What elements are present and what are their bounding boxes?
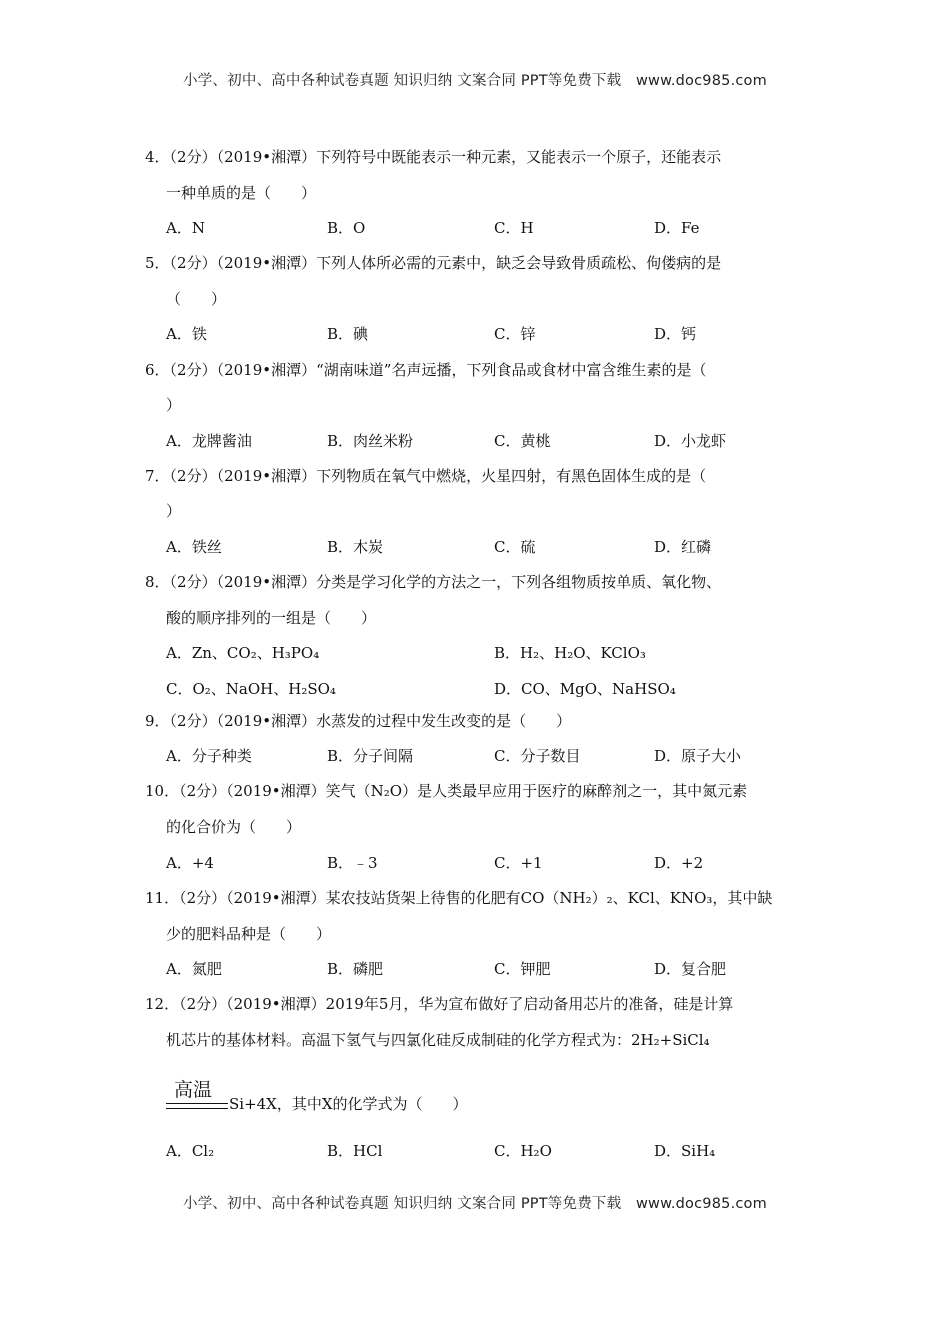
option-c: C．分子数目 [494,747,581,765]
question-4-stem: 4．（2分）（2019•湘潭）下列符号中既能表示一种元素，又能表示一个原子，还能表示 [145,148,722,166]
option-d: D．SiH₄ [654,1142,716,1160]
option-c: C．锌 [494,325,536,343]
question-11-stem-cont: 少的肥料品种是（ ） [166,925,332,943]
option-d: D．原子大小 [654,747,742,765]
option-c: C．H₂O [494,1142,552,1160]
option-b: B．磷肥 [327,960,384,978]
question-5-stem: 5．（2分）（2019•湘潭）下列人体所必需的元素中，缺乏会导致骨质疏松、佝偻病的是 [145,254,722,272]
question-4-stem-cont: 一种单质的是（ ） [166,184,317,202]
question-6-stem-cont: ） [166,396,182,414]
option-a: A．龙牌酱油 [166,432,252,450]
option-b: B．﹣3 [327,854,378,872]
question-8-stem: 8．（2分）（2019•湘潭）分类是学习化学的方法之一，下列各组物质按单质、氧化物、 [145,573,722,591]
question-7-options [166,537,846,557]
option-c: C．O₂、NaOH、H₂SO₄ [166,680,336,698]
option-b: B．碘 [327,325,369,343]
question-5-stem-cont: （ ） [166,290,227,308]
question-7-stem: 7．（2分）（2019•湘潭）下列物质在氧气中燃烧，火星四射，有黑色固体生成的是（ [145,467,707,485]
question-8-stem-cont: 酸的顺序排列的一组是（ ） [166,609,377,627]
option-c: C．黄桃 [494,432,551,450]
header-banner: 小学、初中、高中各种试卷真题 知识归纳 文案合同 PPT等免费下载 www.doc985.com [183,73,767,89]
option-a: A．分子种类 [166,747,252,765]
question-8-options-row2 [166,679,846,699]
option-d: D．钙 [654,325,697,343]
option-c: C．H [494,219,534,237]
option-d: D．CO、MgO、NaHSO₄ [494,680,676,698]
option-a: A．铁丝 [166,538,222,556]
question-4-options [166,218,846,238]
option-b: B．HCl [327,1142,383,1160]
question-11-options [166,959,846,979]
equals-sign [166,1103,228,1109]
option-d: D．复合肥 [654,960,727,978]
question-8-options-row1 [166,643,846,663]
question-9-options [166,746,846,766]
question-10-stem-cont: 的化合价为（ ） [166,818,302,836]
option-c: C．+1 [494,854,543,872]
question-6-stem: 6．（2分）（2019•湘潭）“湖南味道”名声远播，下列食品或食材中富含维生素的是（ [145,361,707,379]
option-a: A．N [166,219,205,237]
question-9-stem: 9．（2分）（2019•湘潭）水蒸发的过程中发生改变的是（ ） [145,712,572,730]
option-a: A．+4 [166,854,214,872]
reaction-condition [166,1079,230,1109]
option-c: C．钾肥 [494,960,551,978]
question-12-stem-end: Si+4X，其中X的化学式为（ ） [229,1095,468,1113]
question-12-stem: 12．（2分）（2019•湘潭）2019年5月，华为宣布做好了启动备用芯片的准备，硅是计算 [145,995,734,1013]
question-12-options [166,1141,846,1161]
option-d: D．+2 [654,854,704,872]
option-c: C．硫 [494,538,536,556]
option-d: D．Fe [654,219,700,237]
option-a: A．Zn、CO₂、H₃PO₄ [166,644,320,662]
option-b: B．木炭 [327,538,384,556]
question-7-stem-cont: ） [166,502,182,520]
option-b: B．肉丝米粉 [327,432,414,450]
option-a: A．氮肥 [166,960,222,978]
option-a: A．铁 [166,325,207,343]
question-10-options [166,853,846,873]
footer-banner: 小学、初中、高中各种试卷真题 知识归纳 文案合同 PPT等免费下载 www.doc985.com [183,1196,767,1212]
reaction-condition-label: 高温 [174,1079,213,1101]
option-d: D．小龙虾 [654,432,727,450]
question-10-stem: 10．（2分）（2019•湘潭）笑气（N₂O）是人类最早应用于医疗的麻醉剂之一，其中氮元素 [145,782,748,800]
question-5-options [166,324,846,344]
option-b: B．分子间隔 [327,747,414,765]
question-6-options [166,431,846,451]
question-12-stem-cont: 机芯片的基体材料。高温下氢气与四氯化硅反成制硅的化学方程式为：2H₂+SiCl₄ [166,1031,710,1049]
option-b: B．O [327,219,366,237]
option-a: A．Cl₂ [166,1142,215,1160]
option-d: D．红磷 [654,538,712,556]
question-11-stem: 11．（2分）（2019•湘潭）某农技站货架上待售的化肥有CO（NH₂）₂、KCl、KNO₃，其中缺 [145,889,773,907]
option-b: B．H₂、H₂O、KClO₃ [494,644,646,662]
